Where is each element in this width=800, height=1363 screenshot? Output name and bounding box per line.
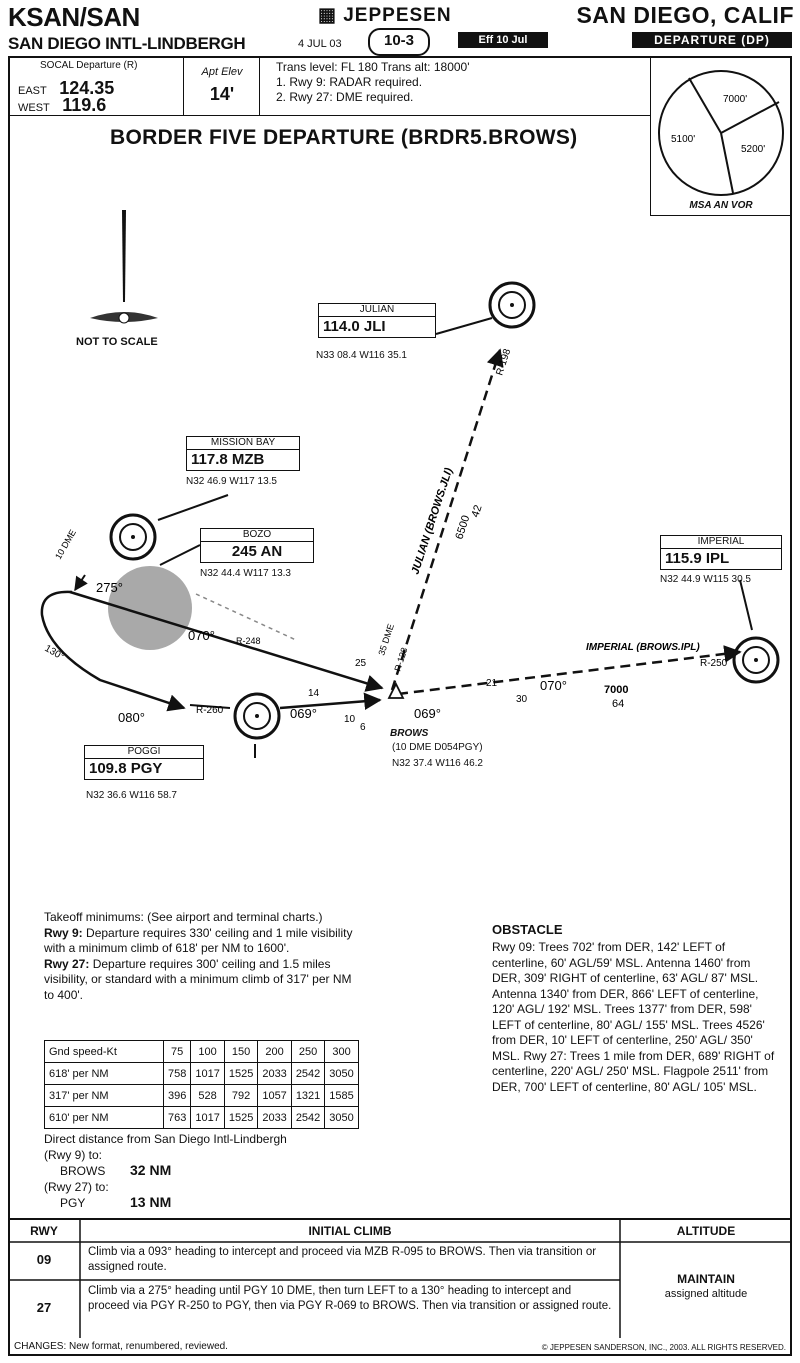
- airport-identifier: KSAN/SAN: [8, 2, 140, 32]
- radial-r248: R-248: [236, 636, 261, 646]
- table-cell: 528: [191, 1085, 224, 1107]
- table-cell: 2542: [291, 1107, 324, 1129]
- julian-mea: 6500: [453, 513, 473, 541]
- table-row: [45, 1085, 359, 1107]
- direct-rwy9-fix: BROWS: [60, 1164, 106, 1178]
- elevation-value: 14': [209, 84, 235, 104]
- julian-frequency: 114.0 JLI: [323, 318, 386, 335]
- table-row: [45, 1063, 359, 1085]
- initial-climb-table: [8, 1218, 792, 1336]
- vor-poggi-icon: [235, 694, 279, 738]
- imperial-distance: 64: [612, 698, 625, 710]
- direct-rwy27-label: (Rwy 27) to:: [44, 1179, 109, 1194]
- brows-dme-fix: (10 DME D054PGY): [392, 742, 483, 753]
- table-cell: 1057: [258, 1085, 291, 1107]
- west-label: WEST: [18, 102, 50, 114]
- dist-6: 6: [360, 722, 366, 733]
- course-070-mzb: 070°: [188, 628, 215, 643]
- dist-14: 14: [308, 688, 320, 699]
- dist-21: 21: [486, 678, 498, 689]
- direct-rwy27-fix: PGY: [60, 1196, 86, 1210]
- procedure-title: BORDER FIVE DEPARTURE (BRDR5.BROWS): [110, 126, 578, 149]
- table-cell: 1017: [191, 1063, 224, 1085]
- julian-coordinates: N33 08.4 W116 35.1: [316, 350, 407, 361]
- chart-date: 4 JUL 03: [298, 38, 342, 50]
- table-cell: 763: [164, 1107, 191, 1129]
- course-130: 130°: [42, 643, 66, 663]
- course-069-pgy: 069°: [290, 706, 317, 721]
- navaid-box-bozo: [200, 528, 314, 563]
- imperial-radial: R-250: [700, 658, 728, 669]
- takeoff-rwy27: [44, 957, 364, 1004]
- navaid-box-julian: [318, 303, 436, 338]
- table-cell: 250: [291, 1041, 324, 1063]
- leader-mission-bay: [158, 495, 228, 520]
- table-cell: 75: [164, 1041, 191, 1063]
- radial-r128: R-128: [392, 646, 410, 673]
- mission-bay-name: MISSION BAY: [187, 437, 299, 450]
- navaid-box-imperial: [660, 535, 782, 570]
- altitude-assigned: assigned altitude: [664, 1288, 748, 1300]
- leader-bozo: [160, 545, 200, 565]
- leader-julian: [436, 318, 492, 334]
- table-cell: 2542: [291, 1063, 324, 1085]
- course-080: 080°: [118, 710, 145, 725]
- navaid-box-poggi: [84, 745, 204, 780]
- takeoff-minimums-text: [44, 910, 364, 1003]
- imperial-name: IMPERIAL: [661, 536, 781, 549]
- table-cell: 100: [191, 1041, 224, 1063]
- vor-imperial-icon: [734, 638, 778, 682]
- chart-type-badge: DEPARTURE (DP): [632, 32, 792, 48]
- direct-rwy27-row: [44, 1195, 374, 1212]
- table-header-row: [45, 1041, 359, 1063]
- dme-10: 10 DME: [53, 527, 78, 561]
- vor-julian-icon: [490, 283, 534, 327]
- table-cell: 317' per NM: [45, 1085, 164, 1107]
- obstacle-title: OBSTACLE: [492, 922, 563, 937]
- msa-sector-1: 7000': [723, 94, 748, 105]
- table-row: [45, 1107, 359, 1129]
- bozo-name: BOZO: [201, 529, 313, 542]
- table-cell: 396: [164, 1085, 191, 1107]
- col-initial-climb: INITIAL CLIMB: [308, 1224, 392, 1238]
- elevation-label: Apt Elev: [201, 66, 243, 78]
- col-rwy: RWY: [30, 1224, 58, 1238]
- table-cell: Gnd speed-Kt: [45, 1041, 164, 1063]
- brows-coordinates: N32 37.4 W116 46.2: [392, 758, 483, 769]
- brows-fix-icon: [389, 684, 403, 698]
- direct-rwy9-row: [44, 1163, 374, 1180]
- table-cell: 610' per NM: [45, 1107, 164, 1129]
- julian-name: JULIAN: [319, 304, 435, 317]
- direct-rwy9-label: (Rwy 9) to:: [44, 1147, 103, 1162]
- julian-distance: 42: [469, 503, 485, 519]
- rwy27-label: Rwy 27:: [44, 956, 90, 971]
- rwy9-label: Rwy 9:: [44, 925, 83, 940]
- obstacle-text: Rwy 09: Trees 702' from DER, 142' LEFT of centerline, 60' AGL/59' MSL. Antenna 1460' from DER, 309' RIGHT of centerline, 63' AGL/ 87' MSL. Antenna 1340' from DER, 866' LEFT of centerline, 120' AGL/ 192' MSL. Trees 1377' from DER, 598' LEFT of centerline, 80' AGL/ 155' MSL. Trees 4526' from DER, 10' LEFT of centerline, 250' AGL/ 350' MSL. Rwy 27: Trees 1 mile from DER, 689' RIGHT of centerline, 220' AGL/ 250' MSL. Flagpole 2511' from DER, 700' LEFT of centerline, 80' AGL/ 105' MSL.: [492, 940, 775, 1094]
- brand-name: JEPPESEN: [343, 5, 452, 26]
- route-julian-transition: [392, 350, 500, 690]
- leader-imperial: [740, 580, 752, 630]
- climb-text-09: Climb via a 093° heading to intercept and proceed via MZB R-095 to BROWS. Then via transition or assigned route.: [88, 1246, 597, 1273]
- table-cell: 2033: [258, 1063, 291, 1085]
- note-2: 2. Rwy 27: DME required.: [276, 90, 414, 104]
- brows-name: BROWS: [390, 728, 429, 739]
- table-cell: 1585: [325, 1085, 358, 1107]
- direct-distance-title: Direct distance from San Diego Intl-Lindbergh: [44, 1132, 287, 1146]
- dme-35: 35 DME: [376, 622, 396, 657]
- poggi-coordinates: N32 36.6 W116 58.7: [86, 790, 177, 801]
- takeoff-intro: Takeoff minimums: (See airport and terminal charts.): [44, 910, 323, 924]
- table-cell: 1321: [291, 1085, 324, 1107]
- route-rwy9-r095: [70, 592, 382, 688]
- table-cell: 758: [164, 1063, 191, 1085]
- takeoff-rwy9: [44, 926, 364, 957]
- radial-r260: R-260: [196, 705, 224, 716]
- dist-25: 25: [355, 658, 367, 669]
- course-275: 275°: [96, 580, 123, 595]
- table-cell: 792: [224, 1085, 257, 1107]
- bozo-frequency: 245 AN: [231, 543, 283, 560]
- climb-rwy-27: 27: [36, 1300, 52, 1315]
- chart-index: 10-3: [368, 28, 430, 56]
- rwy27-text: Departure requires 300' ceiling and 1.5 miles visibility, or standard with a minimum climb of 317' per NM to 400'.: [44, 956, 352, 1002]
- bozo-coordinates: N32 44.4 W117 13.3: [200, 568, 291, 579]
- imperial-frequency: 115.9 IPL: [665, 550, 730, 567]
- col-altitude: ALTITUDE: [676, 1224, 736, 1238]
- msa-sector-3: 5200': [741, 144, 766, 155]
- altitude-maintain: MAINTAIN: [677, 1272, 735, 1286]
- course-070-imperial: 070°: [540, 678, 567, 693]
- note-1: 1. Rwy 9: RADAR required.: [276, 75, 423, 89]
- imperial-coordinates: N32 44.9 W115 30.5: [660, 574, 751, 585]
- table-cell: 1525: [224, 1107, 257, 1129]
- departure-freq-title: SOCAL Departure (R): [40, 60, 138, 71]
- table-cell: 2033: [258, 1107, 291, 1129]
- rwy9-text: Departure requires 330' ceiling and 1 mile visibility with a minimum climb of 618' per NM to 1600'.: [44, 925, 353, 955]
- table-cell: 300: [325, 1041, 358, 1063]
- direct-rwy9-value: 32 NM: [130, 1162, 172, 1178]
- course-069-brows: 069°: [414, 706, 441, 721]
- climb-rwy-09: 09: [36, 1252, 52, 1267]
- table-cell: 3050: [325, 1107, 358, 1129]
- navaid-box-mission-bay: [186, 436, 300, 471]
- msa-sector-2: 5100': [671, 134, 696, 145]
- not-to-scale-note: NOT TO SCALE: [76, 336, 158, 348]
- table-cell: 1017: [191, 1107, 224, 1129]
- jeppesen-logo-icon: ▦: [318, 5, 344, 26]
- table-cell: 150: [224, 1041, 257, 1063]
- city-title: SAN DIEGO, CALIF: [576, 2, 794, 28]
- climb-text-27: Climb via a 275° heading until PGY 10 DME, then turn LEFT to a 130° heading to intercept and proceed via PGY R-250 to PGY, then via PGY R-069 to BROWS. Then via transition or assigned route.: [88, 1285, 612, 1312]
- route-rwy27-heading: [75, 575, 85, 590]
- east-label: EAST: [18, 85, 47, 97]
- east-frequency: 124.35: [59, 78, 115, 98]
- table-cell: 200: [258, 1041, 291, 1063]
- route-imperial-transition: [398, 652, 740, 694]
- imperial-transition-label: IMPERIAL (BROWS.IPL): [586, 642, 700, 653]
- julian-radial: R-198: [494, 347, 514, 377]
- table-cell: 3050: [325, 1063, 358, 1085]
- julian-transition-label: JULIAN (BROWS.JLI): [409, 466, 456, 576]
- dist-10: 10: [344, 714, 356, 725]
- climb-gradient-table: [44, 1040, 359, 1129]
- imperial-mea: 7000: [604, 684, 629, 696]
- direct-distance-block: [44, 1132, 374, 1212]
- mission-bay-frequency: 117.8 MZB: [191, 451, 265, 468]
- poggi-frequency: 109.8 PGY: [89, 760, 163, 777]
- west-frequency: 119.6: [62, 95, 107, 115]
- mission-bay-coordinates: N32 46.9 W117 13.5: [186, 476, 277, 487]
- vor-mission-bay-icon: [111, 515, 155, 559]
- effective-date-badge: Eff 10 Jul: [458, 32, 548, 48]
- msa-caption: MSA AN VOR: [689, 200, 753, 211]
- poggi-name: POGGI: [85, 746, 203, 759]
- dist-30: 30: [516, 694, 528, 705]
- airport-name: SAN DIEGO INTL-LINDBERGH: [8, 34, 246, 53]
- table-cell: 618' per NM: [45, 1063, 164, 1085]
- table-cell: 1525: [224, 1063, 257, 1085]
- copyright: © JEPPESEN SANDERSON, INC., 2003. ALL RIGHTS RESERVED.: [541, 1343, 786, 1352]
- note-transition: Trans level: FL 180 Trans alt: 18000': [276, 60, 470, 74]
- direct-rwy27-value: 13 NM: [130, 1194, 172, 1210]
- changes-note: CHANGES: New format, renumbered, reviewed.: [14, 1341, 228, 1352]
